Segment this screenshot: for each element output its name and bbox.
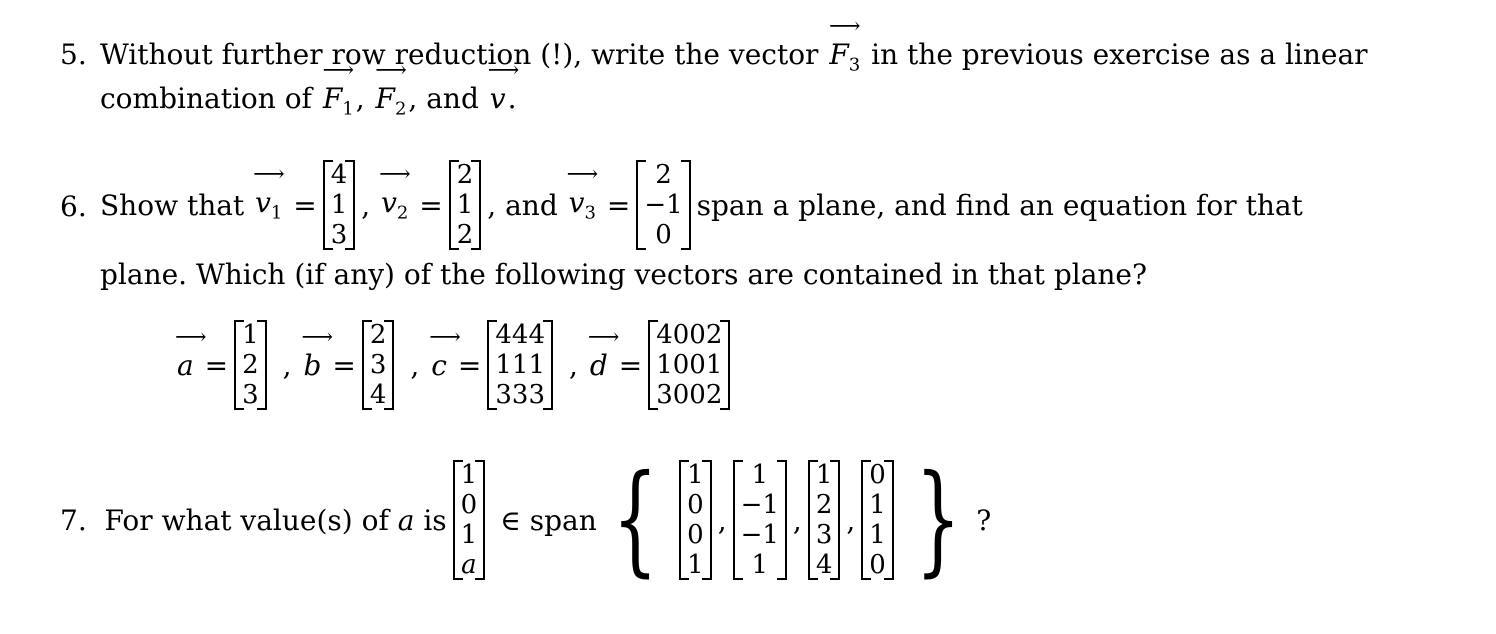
problem-number: 5.: [60, 38, 87, 71]
vector-f2: ⟶ $F_2$: [374, 82, 409, 120]
matrix-s4: 0 1 1 0: [861, 460, 894, 580]
matrix-s1: 1 0 0 1: [679, 460, 712, 580]
matrix-s3: 1 2 3 4: [808, 460, 841, 580]
text: span a plane, and find an equation for that: [696, 188, 1303, 222]
text: For what value(s) of: [104, 503, 389, 537]
matrix-d: 4002 1001 3002: [648, 320, 730, 410]
matrix-a: 1 2 3: [234, 320, 267, 410]
problem-7-line: 7. For what value(s) of a is 1 0 1 a ∈ span { 1 0 0 1 , 1 −1 −1 1 , 1 2 3 4 , 0 1 1 0 } ?: [60, 450, 992, 589]
text: , and: [487, 188, 558, 222]
vector-v2: ⟶ $v_2$: [379, 186, 410, 224]
matrix-c: 444 111 333: [487, 320, 553, 410]
vector-v3: ⟶ $v_3$: [567, 186, 598, 224]
text: Without further row reduction (!), write the vector: [100, 38, 819, 71]
text: ∈ span: [500, 503, 597, 537]
text: combination of: [100, 82, 312, 115]
vector-b: ⟶ b: [302, 349, 324, 382]
variable-a: a: [397, 503, 415, 537]
left-brace: {: [612, 450, 658, 589]
matrix-b: 2 3 4: [362, 320, 395, 410]
problem-5-line-1: [100, 38, 1368, 76]
text: Show that: [100, 188, 245, 222]
vector-f1: ⟶ $F_1$: [321, 82, 356, 120]
vector-d: ⟶ d: [588, 349, 610, 382]
problem-6-line-1: Show that ⟶ $v_1$ = 4 1 3 , ⟶ $v_2$ = 2 1 2 , and ⟶ $v_3$ = 2 −1 0 span a plane, and find an equation for that: [100, 160, 1303, 250]
vector-v1: ⟶ $v_1$: [253, 186, 284, 224]
matrix-s2: 1 −1 −1 1: [733, 460, 787, 580]
problem-number: 7.: [60, 503, 87, 537]
right-brace: }: [915, 450, 961, 589]
problem-5-line-2: combination of ⟶ $F_1$, ⟶ $F_2$, and ⟶ v.: [100, 82, 517, 120]
question-mark: ?: [976, 503, 992, 537]
text: is: [423, 503, 447, 537]
problem-number: 6.: [60, 190, 87, 223]
matrix-v1: 4 1 3: [323, 160, 356, 250]
problem-6-line-2: plane. Which (if any) of the following vectors are contained in that plane?: [100, 258, 1148, 291]
text: in the previous exercise as a linear: [871, 38, 1368, 71]
matrix-lhs: 1 0 1 a: [453, 460, 486, 580]
vector-v: ⟶ v: [488, 82, 508, 115]
vector-f3: ⟶ $F_3$: [827, 38, 862, 76]
text: , and: [408, 82, 479, 115]
vector-c: ⟶ c: [429, 349, 449, 382]
candidate-vectors: ⟶ a = 1 2 3 , ⟶ b = 2 3 4 , ⟶ c = 444 111 333 , ⟶ d = 4002 1001 3002: [175, 320, 736, 410]
vector-a: ⟶ a: [175, 349, 196, 382]
matrix-v3: 2 −1 0: [636, 160, 690, 250]
matrix-v2: 2 1 2: [449, 160, 482, 250]
